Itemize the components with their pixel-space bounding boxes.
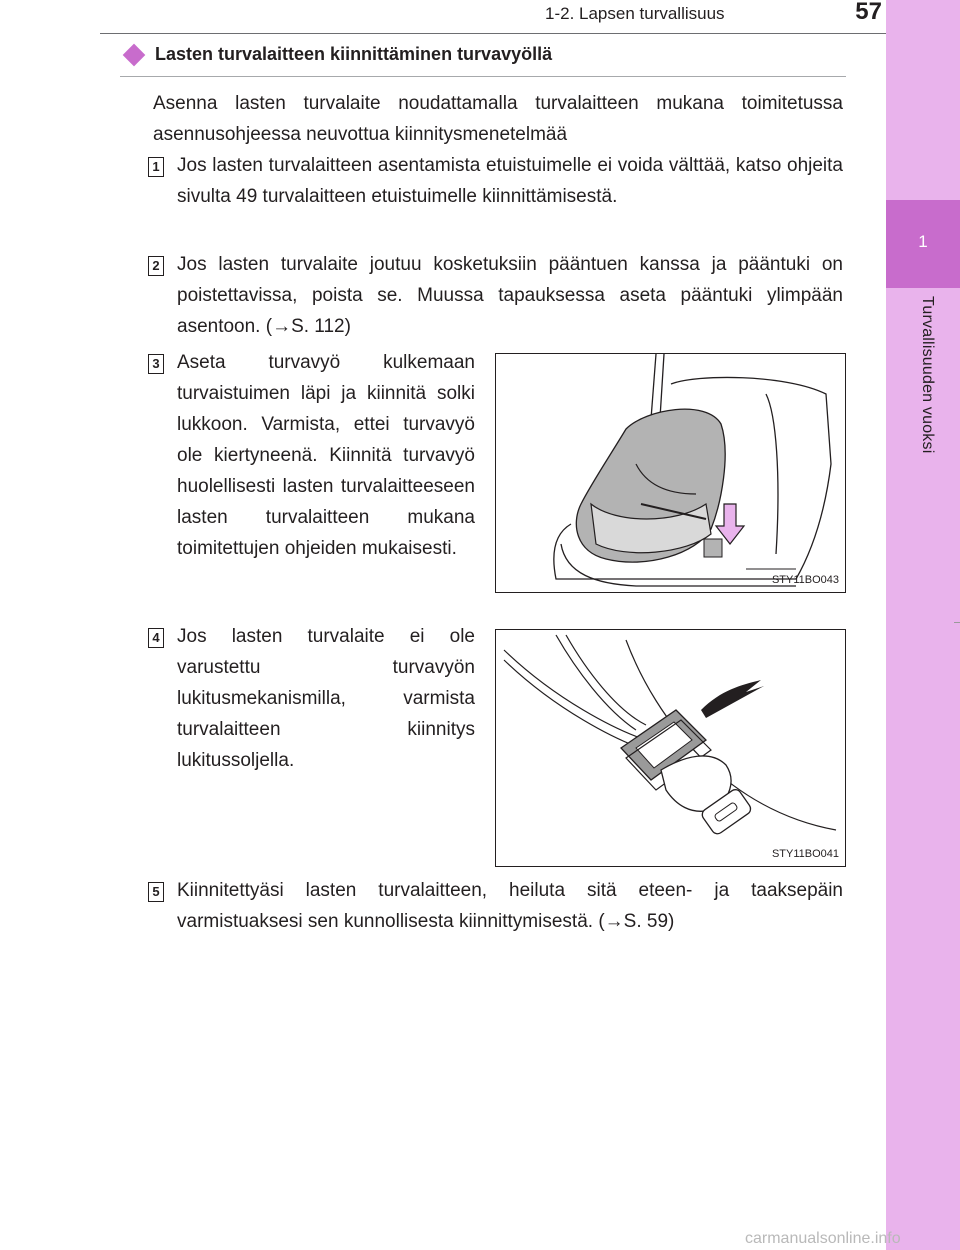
step-text-4: Jos lasten turvalaite ei ole varustettu turvavyön lukitusmekanismilla, varmista turvalaitteen kiinnitys lukitussoljella. bbox=[177, 626, 475, 771]
figure-code-seat: STY11BO043 bbox=[771, 574, 839, 586]
section-title: 1-2. Lapsen turvallisuus bbox=[545, 4, 725, 23]
locking-clip-illustration bbox=[495, 629, 846, 867]
figure-code-clip: STY11BO041 bbox=[771, 848, 839, 860]
subsection-heading bbox=[122, 44, 552, 65]
diamond-bullet-icon bbox=[123, 43, 146, 66]
watermark: carmanualsonline.info bbox=[745, 1230, 901, 1247]
page-number-box bbox=[776, 0, 886, 34]
heading-text: Lasten turvalaitteen kiinnittäminen turvavyöllä bbox=[155, 44, 553, 64]
step-number-3: 3 bbox=[148, 354, 164, 374]
page-number: 57 bbox=[855, 0, 882, 25]
child-seat-illustration bbox=[495, 353, 846, 593]
chapter-number: 1 bbox=[918, 232, 928, 251]
child-seat-drawing bbox=[496, 354, 845, 592]
step-number-2: 2 bbox=[148, 256, 164, 276]
locking-clip-drawing bbox=[496, 630, 845, 866]
heading-divider bbox=[120, 76, 846, 77]
step-text-5: Kiinnitettyäsi lasten turvalaitteen, heiluta sitä eteen- ja taaksepäin varmistuaksesi sen kunnollisesta kiinnittymisestä. (→S. 59) bbox=[177, 880, 843, 932]
step-number-1: 1 bbox=[148, 157, 164, 177]
step-number-5: 5 bbox=[148, 882, 164, 902]
chapter-title: Turvallisuuden vuoksi bbox=[919, 296, 936, 454]
step-text-2: Jos lasten turvalaite joutuu kosketuksiin pääntuen kanssa ja pääntuki on poistettavissa, poista se. Muussa tapauksessa aseta pääntuki ylimpään asentoon. (→S. 112) bbox=[177, 254, 843, 337]
header-divider bbox=[100, 33, 886, 34]
chapter-tab bbox=[886, 0, 960, 1250]
step-text-1: Jos lasten turvalaitteen asentamista etuistuimelle ei voida välttää, katso ohjeita sivulta 49 turvalaitteen etuistuimelle kiinnittämisestä. bbox=[177, 155, 843, 207]
intro-paragraph: Asenna lasten turvalaite noudattamalla turvalaitteen mukana toimitetussa asennusohjeessa neuvottua kiinnitysmenetelmää bbox=[153, 93, 843, 145]
step-number-4: 4 bbox=[148, 628, 164, 648]
tab-tick bbox=[954, 622, 960, 623]
step-text-3: Aseta turvavyö kulkemaan turvaistuimen läpi ja kiinnitä solki lukkoon. Varmista, ettei turvavyö ole kiertyneenä. Kiinnitä turvavyö huolellisesti lasten turvalaitteeseen lasten turvalaitteen mukana toimitettujen ohjeiden mukaisesti. bbox=[177, 352, 475, 559]
